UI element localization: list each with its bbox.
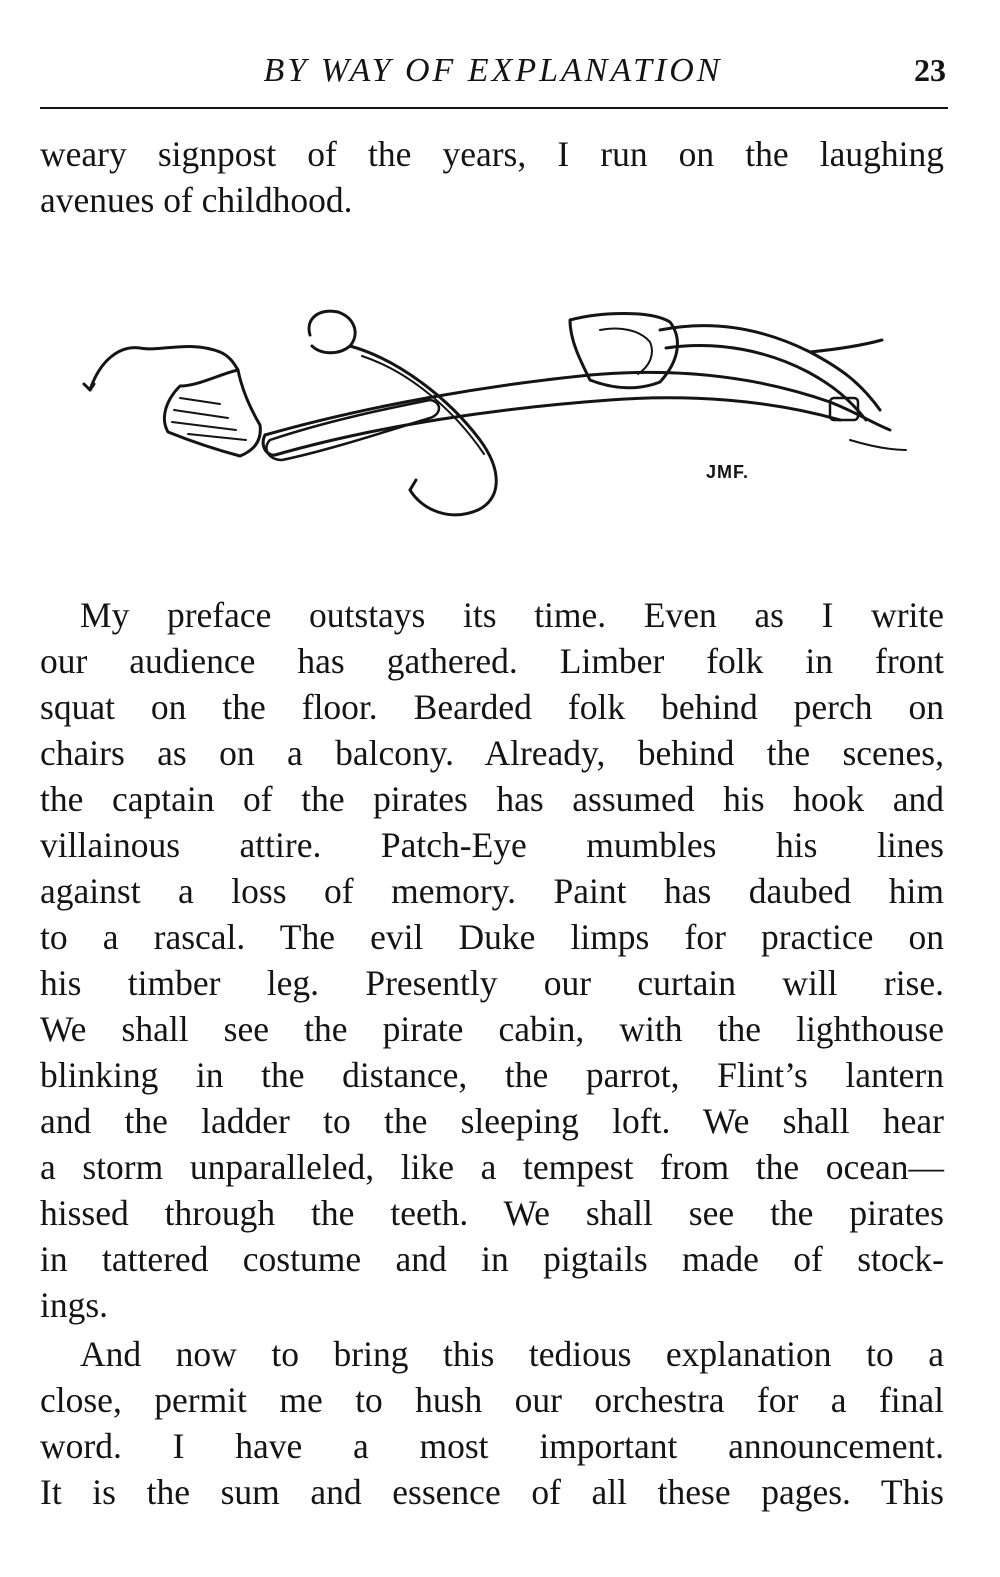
text-line: squat on the floor. Bearded folk behind perch on xyxy=(40,687,944,727)
text-line: blinking in the distance, the parrot, Flint’s lantern xyxy=(40,1055,944,1095)
text-line: a storm unparalleled, like a tempest from the ocean— xyxy=(40,1147,944,1187)
text-line: avenues of childhood. xyxy=(40,180,353,220)
rope-drawing xyxy=(90,347,238,390)
text-line: his timber leg. Presently our curtain will rise. xyxy=(40,963,944,1003)
paragraph xyxy=(40,1331,944,1515)
text-line: ings. xyxy=(40,1285,109,1325)
hook-drawing xyxy=(309,311,355,353)
text-line: and the ladder to the sleeping loft. We shall hear xyxy=(40,1101,944,1141)
page-number: 23 xyxy=(914,52,946,88)
text-line: hissed through the teeth. We shall see the pirates xyxy=(40,1193,944,1233)
text-line: My preface outstays its time. Even as I write xyxy=(80,595,944,635)
text-line: chairs as on a balcony. Already, behind the scenes, xyxy=(40,733,944,773)
text-line: in tattered costume and in pigtails made of stock- xyxy=(40,1239,944,1279)
text-line: word. I have a most important announcement. xyxy=(40,1426,944,1466)
cloth-drawing xyxy=(164,370,260,456)
text-line: to a rascal. The evil Duke limps for practice on xyxy=(40,917,944,957)
text-line: our audience has gathered. Limber folk in front xyxy=(40,641,944,681)
header-rule xyxy=(40,107,948,109)
text-line: villainous attire. Patch-Eye mumbles his lines xyxy=(40,825,944,865)
text-line: the captain of the pirates has assumed his hook and xyxy=(40,779,944,819)
text-line: We shall see the pirate cabin, with the lighthouse xyxy=(40,1009,944,1049)
text-line: weary signpost of the years, I run on the laughing xyxy=(40,134,944,174)
running-head xyxy=(40,52,946,102)
text-line: close, permit me to hush our orchestra for a final xyxy=(40,1380,944,1420)
text-line: And now to bring this tedious explanation to a xyxy=(80,1334,944,1374)
running-title: BY WAY OF EXPLANATION xyxy=(263,52,723,89)
illustrator-signature: JMF. xyxy=(706,462,750,482)
paragraph xyxy=(40,592,944,1328)
text-line: against a loss of memory. Paint has daubed him xyxy=(40,871,944,911)
text-line: It is the sum and essence of all these pages. This xyxy=(40,1472,944,1512)
pirate-props-illustration xyxy=(70,290,910,530)
paragraph-continued xyxy=(40,131,944,223)
